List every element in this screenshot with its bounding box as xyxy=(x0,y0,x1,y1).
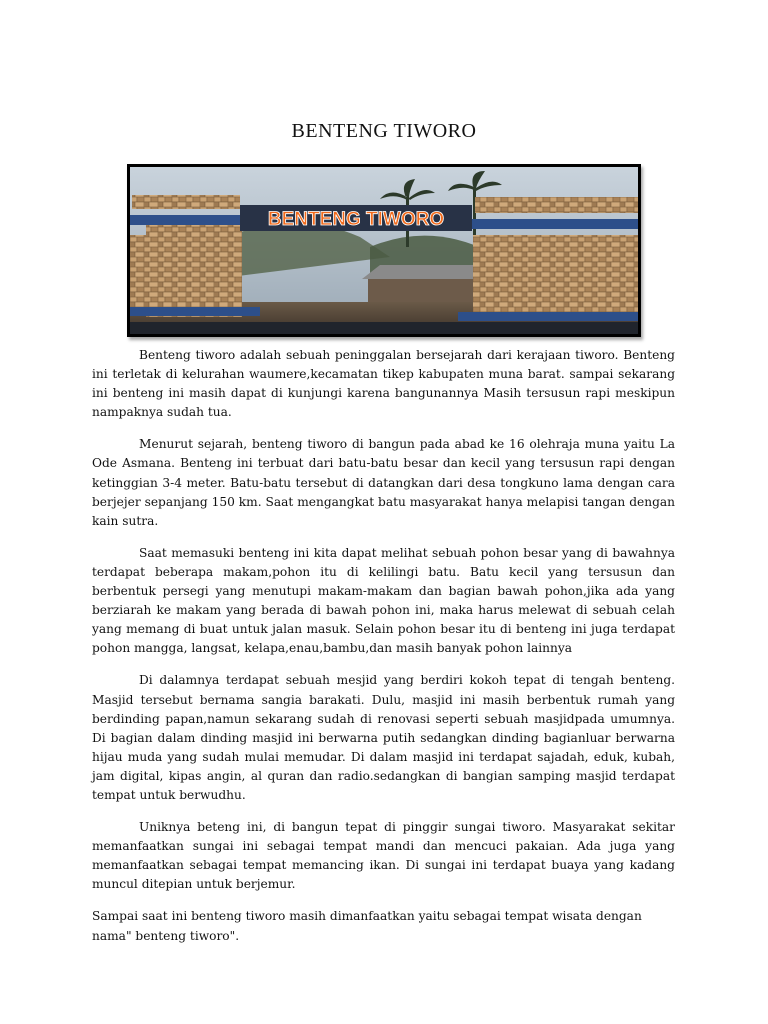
page-title: BENTENG TIWORO xyxy=(291,120,477,142)
article-body xyxy=(92,346,675,959)
sign-text: BENTENG TIWORO xyxy=(267,209,445,230)
paragraph-intro: Benteng tiworo adalah sebuah peninggalan bersejarah dari kerajaan tiworo. Benteng ini terletak di kelurahan waumere,kecamatan tikep kabupaten muna barat. sampai sekarang ini benteng ini masih dapat di kunjungi karena bangunannya Masih tersusun rapi meskipun nampaknya sudah tua. xyxy=(92,348,675,420)
paragraph-history: Menurut sejarah, benteng tiworo di bangun pada abad ke 16 olehraja muna yaitu La Ode Asmana. Benteng ini terbuat dari batu-batu besar dan kecil yang tersusun rapi dengan ketinggian 3-4 meter. Batu-batu tersebut di datangkan dari desa tongkuno lama dengan cara berjejer sepanjang 150 km. Saat mengangkat batu masyarakat hanya melapisi tangan dengan kain sutra. xyxy=(92,437,675,528)
fort-gate-photo xyxy=(127,164,641,337)
paragraph-mosque: Di dalamnya terdapat sebuah mesjid yang berdiri kokoh tepat di tengah benteng. Masjid tersebut bernama sangia barakati. Dulu, masjid ini masih berbentuk rumah yang berdinding papan,namun sekarang sudah di renovasi seperti sebuah masjidpada umumnya. Di bagian dalam dinding masjid ini berwarna putih sedangkan dinding bagianluar berwarna hijau muda yang sudah mulai memudar. Di dalam masjid ini terdapat sajadah, eduk, kubah, jam digital, kipas angin, al quran dan radio.sedangkan di bangian samping masjid terdapat tempat untuk berwudhu. xyxy=(92,673,675,802)
paragraph-closing: Sampai saat ini benteng tiworo masih dimanfaatkan yaitu sebagai tempat wisata dengan nama" benteng tiworo". xyxy=(92,909,642,943)
paragraph-tree-graves: Saat memasuki benteng ini kita dapat melihat sebuah pohon besar yang di bawahnya terdapat beberapa makam,pohon itu di kelilingi batu. Batu kecil yang tersusun dan berbentuk persegi yang menutupi makam-makam dan bagian bawah pohon,jika ada yang berziarah ke makam yang berada di bawah pohon ini, maka harus melewat di sebuah celah yang memang di buat untuk jalan masuk. Selain pohon besar itu di benteng ini juga terdapat pohon mangga, langsat, kelapa,enau,bambu,dan masih banyak pohon lainnya xyxy=(92,545,675,656)
fort-gate-illustration xyxy=(130,167,638,334)
paragraph-river: Uniknya beteng ini, di bangun tepat di pinggir sungai tiworo. Masyarakat sekitar memanfaatkan sungai ini sebagai tempat mandi dan mencuci pakaian. Ada juga yang memanfaatkan sebagai tempat memancing ikan. Di sungai ini terdapat buaya yang kadang muncul ditepian untuk berjemur. xyxy=(92,820,675,892)
